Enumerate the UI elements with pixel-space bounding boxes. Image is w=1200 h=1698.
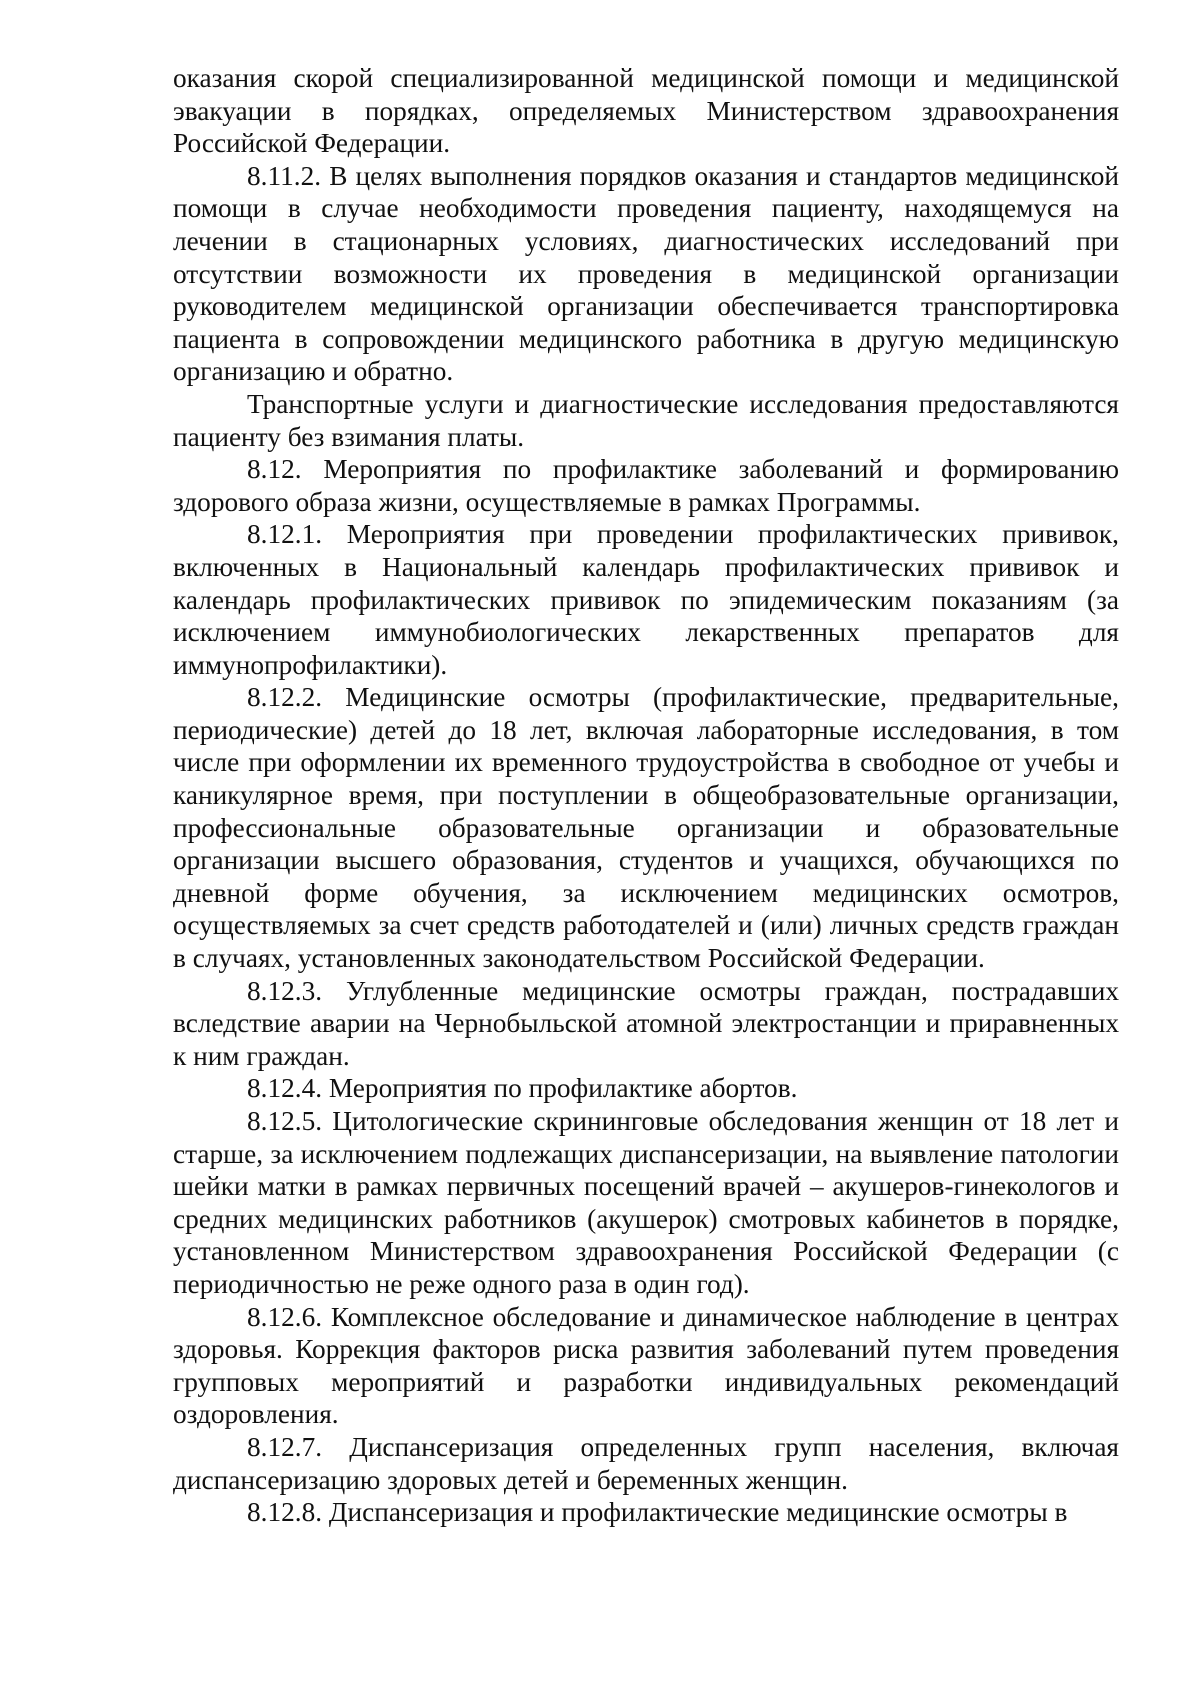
paragraph-8-12: 8.12. Мероприятия по профилактике заболеваний и формированию здорового образа жизни, осуществляемые в рамках Программы. bbox=[173, 454, 1119, 517]
paragraph-8-12-5: 8.12.5. Цитологические скрининговые обследования женщин от 18 лет и старше, за исключением подлежащих диспансеризации, на выявление патологии шейки матки в рамках первичных посещений врачей – акушеров-гинекологов и средних медицинских работников (акушерок) смотровых кабинетов в порядке, установленном Министерством здравоохранения Российской Федерации (с периодичностью не реже одного раза в один год). bbox=[173, 1106, 1119, 1299]
paragraph-8-11-2: 8.11.2. В целях выполнения порядков оказания и стандартов медицинской помощи в случае необходимости проведения пациенту, находящемуся на лечении в стационарных условиях, диагностических исследований при отсутствии возможности их проведения в медицинской организации руководителем медицинской организации обеспечивается транспортировка пациента в сопровождении медицинского работника в другую медицинскую организацию и обратно. bbox=[173, 160, 1119, 387]
paragraph-8-12-3: 8.12.3. Углубленные медицинские осмотры граждан, пострадавших вследствие аварии на Чернобыльской атомной электростанции и приравненных к ним граждан. bbox=[173, 975, 1119, 1071]
paragraph-8-12-8: 8.12.8. Диспансеризация и профилактические медицинские осмотры в bbox=[247, 1497, 1068, 1528]
paragraph-8-12-6: 8.12.6. Комплексное обследование и динамическое наблюдение в центрах здоровья. Коррекция факторов риска развития заболеваний путем проведения групповых мероприятий и разработки индивидуальных рекомендаций оздоровления. bbox=[173, 1301, 1119, 1430]
paragraph-transport-services: Транспортные услуги и диагностические исследования предоставляются пациенту без взимания платы. bbox=[173, 388, 1119, 452]
document-page bbox=[173, 62, 1119, 1529]
paragraph-8-12-1: 8.12.1. Мероприятия при проведении профилактических прививок, включенных в Национальный календарь профилактических прививок и календарь профилактических прививок по эпидемическим показаниям (за исключением иммунобиологических лекарственных препаратов для иммунопрофилактики). bbox=[173, 519, 1119, 680]
paragraph-8-12-4: 8.12.4. Мероприятия по профилактике абортов. bbox=[247, 1073, 798, 1104]
paragraph-8-12-7: 8.12.7. Диспансеризация определенных групп населения, включая диспансеризацию здоровых детей и беременных женщин. bbox=[173, 1431, 1119, 1495]
paragraph-8-12-2: 8.12.2. Медицинские осмотры (профилактические, предварительные, периодические) детей до 18 лет, включая лабораторные исследования, в том числе при оформлении их временного трудоустройства в свободное от учебы и каникулярное время, при поступлении в общеобразовательные организации, профессиональные образовательные организации и образовательные организации высшего образования, студентов и учащихся, обучающихся по дневной форме обучения, за исключением медицинских осмотров, осуществляемых за счет средств работодателей и (или) личных средств граждан в случаях, установленных законодательством Российской Федерации. bbox=[173, 682, 1119, 974]
paragraph-continuation: оказания скорой специализированной медицинской помощи и медицинской эвакуации в порядках, определяемых Министерством здравоохранения Российской Федерации. bbox=[173, 63, 1119, 159]
